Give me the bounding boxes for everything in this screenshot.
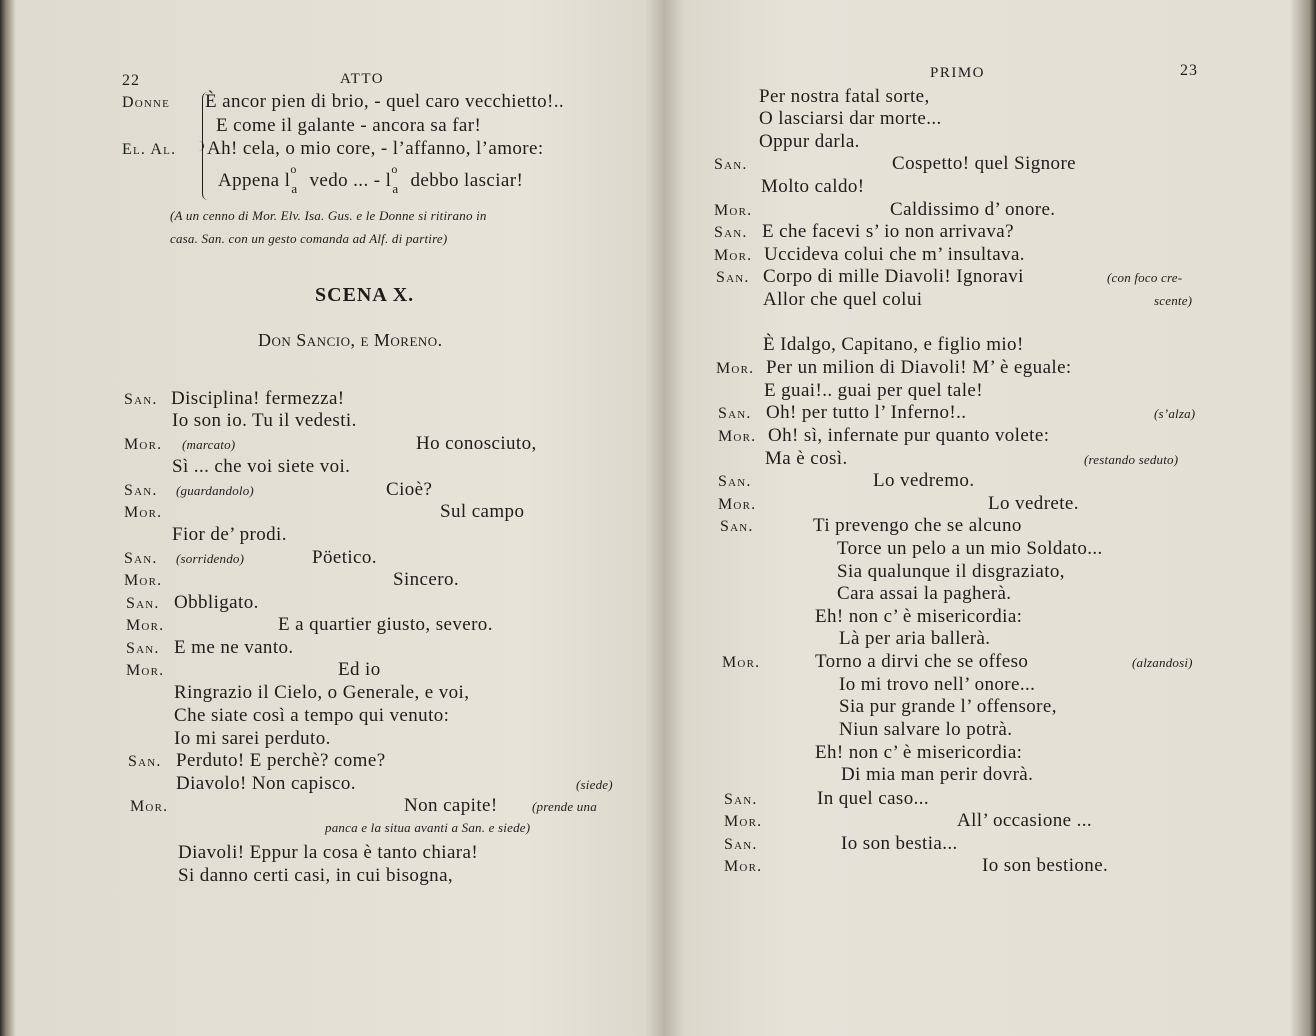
dialogue-speaker: Mor. <box>724 858 763 875</box>
page-number: 23 <box>1180 62 1198 79</box>
dialogue-line: Molto caldo! <box>761 176 865 197</box>
dialogue-line: Niun salvare lo potrà. <box>839 719 1013 740</box>
dialogue-line: Io son bestia... <box>841 833 958 854</box>
dialogue-line: Ho conosciuto, <box>416 433 537 454</box>
dialogue-speaker: San. <box>126 595 160 612</box>
stage-direction: (marcato) <box>182 437 236 452</box>
dialogue-line: Io son io. Tu il vedesti. <box>172 410 357 431</box>
dialogue-speaker: Mor. <box>716 360 755 377</box>
dialogue-line: Di mia man perir dovrà. <box>841 764 1034 785</box>
stage-direction: (con foco cre- <box>1107 270 1183 285</box>
dialogue-line: Sia pur grande l’ offensore, <box>839 696 1057 717</box>
dialogue-line: Oh! per tutto l’ Inferno!.. <box>766 402 967 423</box>
stage-direction: casa. San. con un gesto comanda ad Alf. di partire) <box>170 231 448 246</box>
stage-direction: (siede) <box>576 777 613 792</box>
dialogue-speaker: San. <box>124 391 158 408</box>
dialogue-line: Disciplina! fermezza! <box>171 388 345 409</box>
appena-text-start: Appena l <box>218 170 291 191</box>
dialogue-line: Io son bestione. <box>982 855 1109 876</box>
dialogue-line: È Idalgo, Capitano, e figlio mio! <box>763 334 1024 355</box>
dialogue-line: Uccideva colui che m’ insultava. <box>764 244 1025 265</box>
dialogue-line: Diavolo! Non capisco. <box>176 773 356 794</box>
running-head: ATTO <box>340 71 385 87</box>
dialogue-line: E guai!.. guai per quel tale! <box>764 380 983 401</box>
dialogue-line: Diavoli! Eppur la cosa è tanto chiara! <box>178 842 479 863</box>
dialogue-line: Là per aria ballerà. <box>839 628 991 649</box>
dialogue-speaker: Mor. <box>724 813 763 830</box>
dialogue-line: Caldissimo d’ onore. <box>890 199 1056 220</box>
dialogue-speaker: San. <box>126 640 160 657</box>
dialogue-line: Si danno certi casi, in cui bisogna, <box>178 865 454 886</box>
dialogue-line: Fior de’ prodi. <box>172 524 287 545</box>
running-head: PRIMO <box>930 65 986 81</box>
dialogue-line: E me ne vanto. <box>174 637 294 658</box>
dialogue-speaker: Mor. <box>126 617 165 634</box>
dialogue-line: Obbligato. <box>174 592 259 613</box>
dialogue-line: Ma è così. <box>765 448 848 469</box>
stage-direction: (s’alza) <box>1154 406 1196 421</box>
right-page <box>662 0 1316 1036</box>
dialogue-line: Oppur darla. <box>759 131 860 152</box>
dialogue-line: Eh! non c’ è misericordia: <box>815 606 1023 627</box>
appena-text-mid: vedo ... - l <box>304 170 392 191</box>
dialogue-speaker: San. <box>714 156 748 173</box>
dialogue-speaker: San. <box>724 791 758 808</box>
ordinal-sup: o <box>391 162 398 176</box>
dialogue-speaker: Mor. <box>124 572 163 589</box>
dialogue-speaker: San. <box>716 269 750 286</box>
stage-direction: (sorridendo) <box>176 551 245 566</box>
dialogue-line: Sia qualunque il disgraziato, <box>837 561 1065 582</box>
dialogue-line: All’ occasione ... <box>957 810 1093 831</box>
dialogue-speaker: San. <box>124 550 158 567</box>
dialogue-line: Io mi sarei perduto. <box>174 728 331 749</box>
dialogue-line: Io mi trovo nell’ onore... <box>839 674 1036 695</box>
dialogue-speaker: San. <box>724 836 758 853</box>
dialogue-line: Eh! non c’ è misericordia: <box>815 742 1023 763</box>
dialogue-speaker: Mor. <box>722 654 761 671</box>
dialogue-speaker: San. <box>718 473 752 490</box>
dialogue-speaker: Mor. <box>718 496 757 513</box>
ordinal-sub: a <box>291 181 298 196</box>
dialogue-line: Corpo di mille Diavoli! Ignoravi <box>763 266 1024 287</box>
dialogue-speaker: San. <box>718 405 752 422</box>
dialogue-speaker: San. <box>124 482 158 499</box>
ordinal-abbrev <box>290 162 304 196</box>
dialogue-line: Cioè? <box>386 479 433 500</box>
dialogue-speaker: Mor. <box>126 662 165 679</box>
dialogue-line: Per nostra fatal sorte, <box>759 86 930 107</box>
stage-direction: (guardandolo) <box>176 483 254 498</box>
dialogue-line: Ed io <box>338 659 381 680</box>
dialogue-line: In quel caso... <box>817 788 930 809</box>
dialogue-speaker: Mor. <box>714 202 753 219</box>
dialogue-line: Lo vedrete. <box>988 493 1079 514</box>
dialogue-line: Ringrazio il Cielo, o Generale, e voi, <box>174 682 470 703</box>
dialogue-line: Che siate così a tempo qui venuto: <box>174 705 450 726</box>
dialogue-line: Torno a dirvi che se offeso <box>815 651 1029 672</box>
dialogue-line: Oh! sì, infernate pur quanto volete: <box>768 425 1050 446</box>
stage-direction: (prende una <box>532 799 597 814</box>
dialogue-speaker: Mor. <box>718 428 757 445</box>
chorus-speaker: El. Al. <box>122 141 177 158</box>
dialogue-line: Sì ... che voi siete voi. <box>172 456 351 477</box>
page-number: 22 <box>122 72 140 89</box>
dialogue-line: O lasciarsi dar morte... <box>759 108 942 129</box>
dialogue-line: E che facevi s’ io non arrivava? <box>762 221 1014 242</box>
appena-text-end: debbo lasciar! <box>405 170 524 191</box>
dialogue-line: Ti prevengo che se alcuno <box>813 515 1022 536</box>
chorus-line: È ancor pien di brio, - quel caro vecchietto!.. <box>205 91 565 112</box>
stage-direction: panca e la situa avanti a San. e siede) <box>325 820 531 835</box>
stage-direction: (alzandosi) <box>1132 655 1193 670</box>
dialogue-line: E a quartier giusto, severo. <box>278 614 493 635</box>
dialogue-line: Sul campo <box>440 501 525 522</box>
dialogue-speaker: San. <box>128 753 162 770</box>
dialogue-speaker: San. <box>720 518 754 535</box>
ordinal-abbrev <box>391 162 405 196</box>
dialogue-line: Cara assai la pagherà. <box>837 583 1012 604</box>
dialogue-speaker: Mor. <box>714 247 753 264</box>
dialogue-line: Sincero. <box>393 569 459 590</box>
chorus-line: Ah! cela, o mio core, - l’affanno, l’amore: <box>207 138 544 159</box>
dialogue-line: Non capite! <box>404 795 498 816</box>
appena-line <box>218 162 524 196</box>
dialogue-line: Allor che quel colui <box>763 289 923 310</box>
stage-direction: (restando seduto) <box>1084 452 1179 467</box>
ordinal-sub: a <box>392 181 399 196</box>
dialogue-line: Torce un pelo a un mio Soldato... <box>837 538 1103 559</box>
chorus-speaker: Donne <box>122 94 171 111</box>
dialogue-line: Pöetico. <box>312 547 377 568</box>
scene-title: SCENA X. <box>315 284 415 306</box>
dialogue-speaker: San. <box>714 224 748 241</box>
chorus-line: E come il galante - ancora sa far! <box>216 115 482 136</box>
dialogue-speaker: Mor. <box>124 504 163 521</box>
dialogue-line: Per un milion di Diavoli! M’ è eguale: <box>766 357 1072 378</box>
scene-persons: Don Sancio, e Moreno. <box>258 330 443 350</box>
dialogue-line: Cospetto! quel Signore <box>892 153 1077 174</box>
ordinal-sup: o <box>290 162 297 176</box>
stage-direction: scente) <box>1154 293 1193 308</box>
stage-direction: (A un cenno di Mor. Elv. Isa. Gus. e le Donne si ritirano in <box>170 208 487 223</box>
dialogue-line: Lo vedremo. <box>873 470 975 491</box>
dialogue-speaker: Mor. <box>124 436 163 453</box>
dialogue-speaker: Mor. <box>130 798 169 815</box>
dialogue-line: Perduto! E perchè? come? <box>176 750 386 771</box>
